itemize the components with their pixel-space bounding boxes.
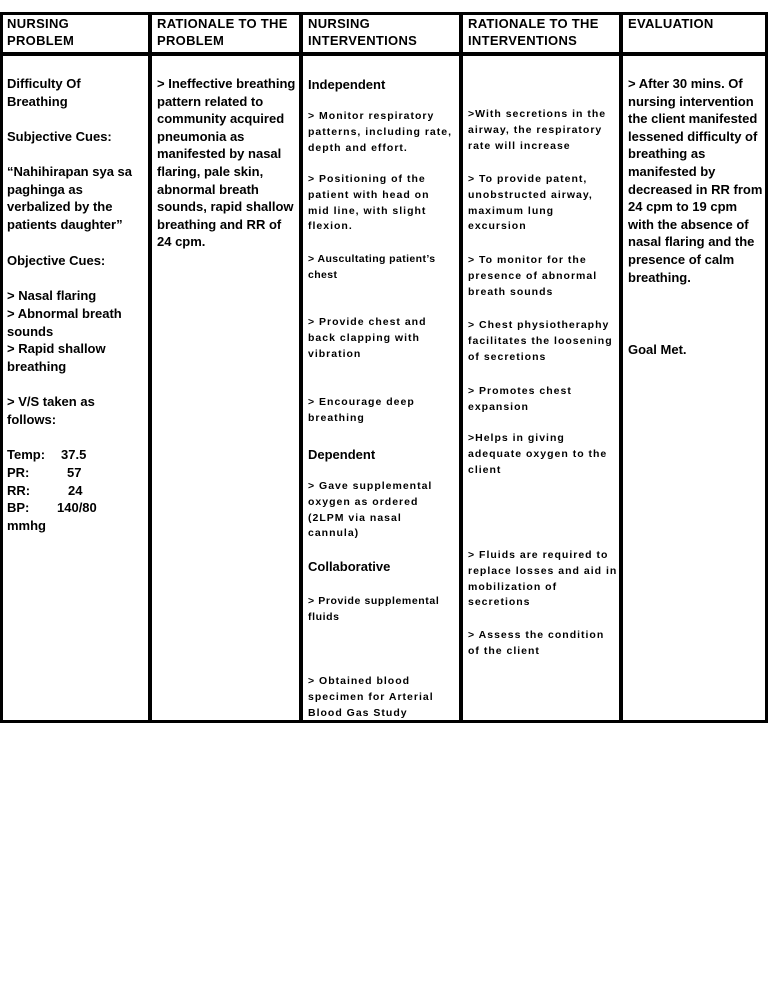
objective-cues-label: Objective Cues: [7,253,106,268]
rationale-problem-text: > Ineffective breathing pattern related to community acquired pneumonia as manifested by nasal flaring, pale skin, abnormal breath sounds, rapid shallow breathing and RR of 24 cpm. [157,76,296,250]
problem-title: Difficulty Of Breathing [7,76,81,109]
vital-label-temp: Temp: [7,447,46,462]
vital-label-bp: BP: [7,500,30,515]
vital-value-pr: 57 [67,465,82,480]
header-evaluation: EVALUATION [628,16,714,31]
rationale-item: > To monitor for the presence of abnormal breath sounds [468,254,598,298]
rationale-item: > Assess the condition of the client [468,629,605,657]
vital-value-temp: 37.5 [61,447,87,462]
intervention-item: > Monitor respiratory patterns, including rate, depth and effort. [308,110,453,154]
independent-label: Independent [308,77,386,92]
vital-signs-label: > V/S taken as follows: [7,394,95,427]
goal-status: Goal Met. [628,342,687,357]
intervention-item: > Provide supplemental fluids [308,595,440,623]
column-divider [619,12,623,723]
vital-label-pr: PR: [7,465,30,480]
column-divider [299,12,303,723]
intervention-item: > Provide chest and back clapping with vibration [308,316,427,360]
rationale-item: > To provide patent, unobstructed airway, maximum lung excursion [468,173,593,233]
intervention-item: > Positioning of the patient with head on mid line, with slight flexion. [308,173,430,233]
vital-value-bp: 140/80 mmhg [7,500,97,533]
intervention-item: > Encourage deep breathing [308,396,415,424]
objective-item: > Rapid shallow breathing [7,341,106,374]
subjective-cues-label: Subjective Cues: [7,129,112,144]
column-divider [0,12,3,723]
collaborative-label: Collaborative [308,559,391,574]
dependent-label: Dependent [308,447,376,462]
intervention-item: > Auscultating patient’s chest [308,253,436,281]
objective-item: > Abnormal breath sounds [7,306,122,339]
intervention-item: > Obtained blood specimen for Arterial Blood Gas Study [308,675,434,719]
objective-item: > Nasal flaring [7,288,97,303]
rationale-item: >With secretions in the airway, the respiratory rate will increase [468,108,607,152]
header-nursing-problem: NURSING PROBLEM [7,16,75,48]
rationale-item: > Promotes chest expansion [468,385,572,413]
header-bottom-border [0,52,768,56]
rationale-item: > Chest physiotheraphy facilitates the loosening of secretions [468,319,613,363]
header-rationale-problem: RATIONALE TO THE PROBLEM [157,16,288,48]
rationale-item: >Helps in giving adequate oxygen to the client [468,432,608,476]
column-divider [148,12,152,723]
column-divider [459,12,463,723]
vital-value-rr: 24 [68,483,83,498]
rationale-item: > Fluids are required to replace losses and aid in mobilization of secretions [468,549,618,609]
evaluation-text: > After 30 mins. Of nursing intervention the client manifested lessened difficulty of breathing as manifested by decreased in RR from 24 cpm to 19 cpm with the absence of nasal flaring and the presence of calm breathing. [628,76,763,285]
header-rationale-interventions: RATIONALE TO THE INTERVENTIONS [468,16,599,48]
intervention-item: > Gave supplemental oxygen as ordered (2LPM via nasal cannula) [308,480,433,540]
vital-label-rr: RR: [7,483,31,498]
subjective-quote: “Nahihirapan sya sa paghinga as verbalized by the patients daughter” [7,164,132,232]
header-nursing-interventions: NURSING INTERVENTIONS [308,16,418,48]
